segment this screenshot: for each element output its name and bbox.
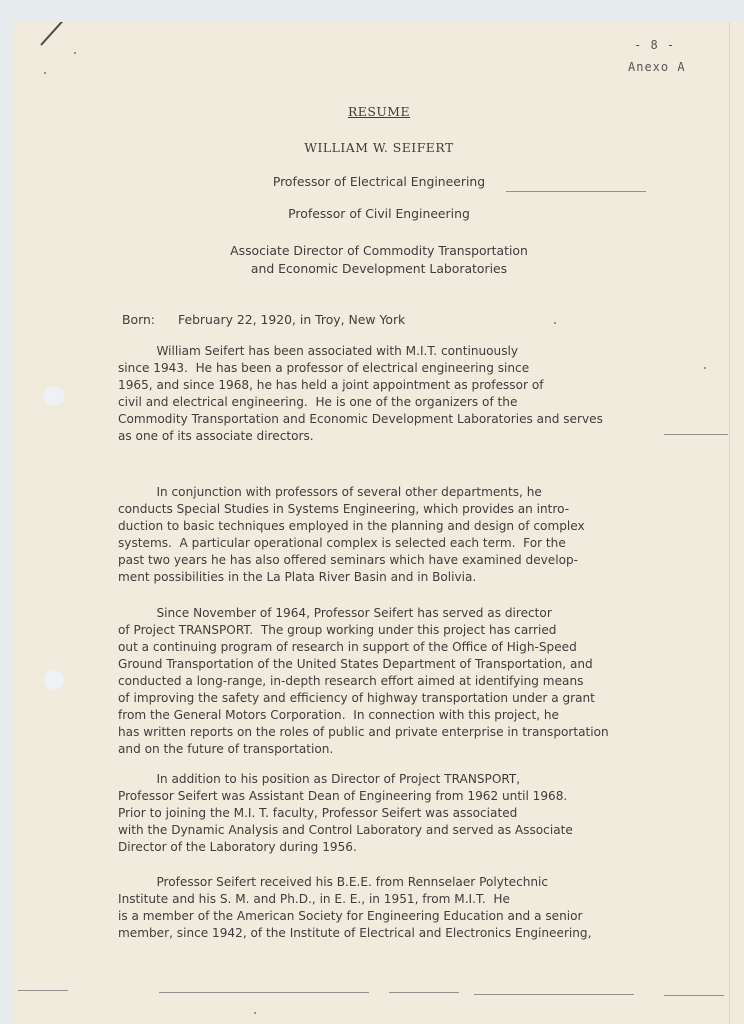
birth-info — [122, 312, 405, 327]
speck — [254, 1012, 256, 1014]
person-name: WILLIAM W. SEIFERT — [304, 140, 454, 155]
paragraph: In addition to his position as Director of Project TRANSPORT, Professor Seifert was Assistant Dean of Engineering from 1962 until 1968. Prior to joining the M.I. T. faculty, Professor Seifert was associated with the Dynamic Analysis and Control Laboratory and served as Associate Director of the Laboratory during 1956. — [118, 772, 573, 854]
paragraph: William Seifert has been associated with M.I.T. continuously since 1943. He has been a professor of electrical engineering since 1965, and since 1968, he has held a joint appointment as professor of civil and electrical engineering. He is one of the organizers of the Commodity Transportation and Economic Development Laboratories and serves as one of its associate directors. — [118, 344, 603, 443]
annex-label: Anexo A — [628, 60, 686, 74]
speck — [44, 72, 46, 74]
bottom-scan-line — [18, 990, 68, 991]
born-value: February 22, 1920, in Troy, New York — [178, 312, 406, 327]
stray-line — [506, 191, 646, 192]
position-title: Associate Director of Commodity Transportation and Economic Development Laboratories — [230, 243, 528, 276]
paragraph: Since November of 1964, Professor Seifert has served as director of Project TRANSPORT. The group working under this project has carried out a continuing program of research in support of the Office of High-Speed Ground Transportation of the United States Department of Transportation, and conducted a long-range, in-depth research effort aimed at identifying means of improving the safety and efficiency of highway transportation under a grant from the General Motors Corporation. In connection with this project, he has written reports on the roles of public and private enterprise in transportation and on the future of transportation. — [118, 606, 609, 756]
bottom-scan-line — [664, 995, 724, 996]
speck — [704, 367, 706, 369]
position-title: Professor of Civil Engineering — [288, 206, 470, 221]
speck — [74, 52, 76, 54]
bottom-scan-line — [474, 994, 634, 995]
punch-hole-top — [44, 386, 64, 406]
bottom-scan-line — [159, 992, 369, 993]
position-title: Professor of Electrical Engineering — [272, 174, 486, 189]
pen-mark — [40, 22, 66, 46]
paragraph: Professor Seifert received his B.E.E. from Rennselaer Polytechnic Institute and his S. M. and Ph.D., in E. E., in 1951, from M.I.T. He is a member of the American Society for Engineering Education and a senior member, since 1942, of the Institute of Electrical and Electronics Engineering, — [118, 875, 592, 940]
document-page — [14, 22, 744, 1024]
punch-hole-bottom — [44, 670, 64, 690]
bottom-scan-line — [389, 992, 459, 993]
born-label: Born: — [122, 312, 155, 327]
document-heading: RESUME — [347, 104, 411, 119]
paragraph: In conjunction with professors of several other departments, he conducts Special Studies in Systems Engineering, which provides an intro- duction to basic techniques employed in the planning and design of complex systems. A particular operational complex is selected each term. For the past two years he has also offered seminars which have examined develop- ment possibilities in the La Plata River Basin and in Bolivia. — [118, 485, 585, 584]
stray-line — [664, 434, 728, 435]
page-edge-line — [729, 22, 730, 1024]
speck — [554, 322, 556, 324]
page-number: - 8 - — [634, 38, 676, 52]
